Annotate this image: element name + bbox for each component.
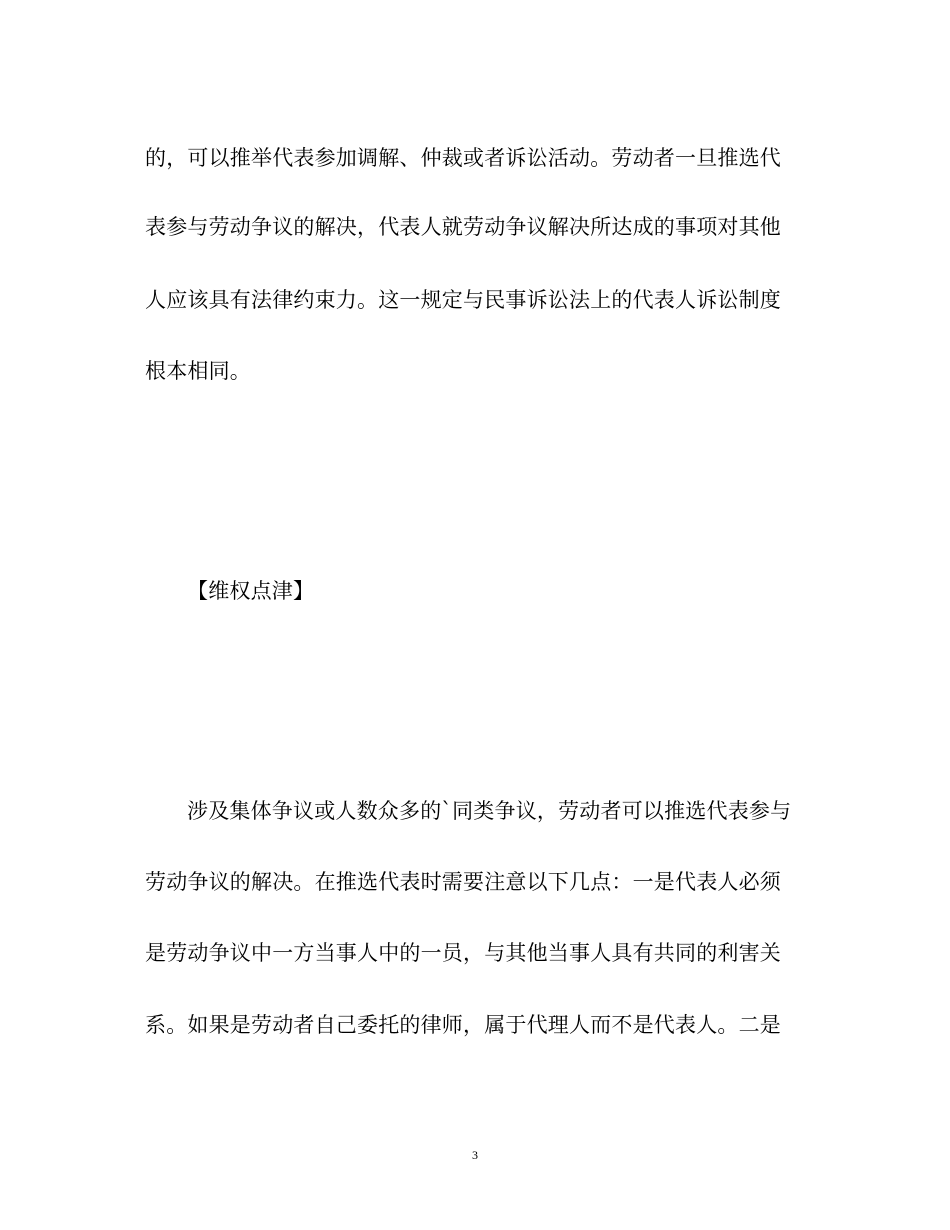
paragraph-1-line-1: 的，可以推举代表参加调解、仲裁或者诉讼活动。劳动者一旦推选代 [145,146,781,170]
page-number: 3 [472,1148,478,1162]
paragraph-1-line-2: 表参与劳动争议的解决，代表人就劳动争议解决所达成的事项对其他 [145,215,781,239]
paragraph-1-line-4: 根本相同。 [145,359,251,383]
paragraph-2-line-3: 是劳动争议中一方当事人中的一员，与其他当事人具有共同的利害关 [145,941,781,965]
section-heading: 【维权点津】 [187,579,315,603]
paragraph-2-line-4: 系。如果是劳动者自己委托的律师，属于代理人而不是代表人。二是 [145,1013,781,1037]
paragraph-1-line-3: 人应该具有法律约束力。这一规定与民事诉讼法上的代表人诉讼制度 [145,288,781,312]
paragraph-2-line-1: 涉及集体争议或人数众多的`同类争议，劳动者可以推选代表参与 [187,799,792,823]
paragraph-2-line-2: 劳动争议的解决。在推选代表时需要注意以下几点：一是代表人必须 [145,870,781,894]
